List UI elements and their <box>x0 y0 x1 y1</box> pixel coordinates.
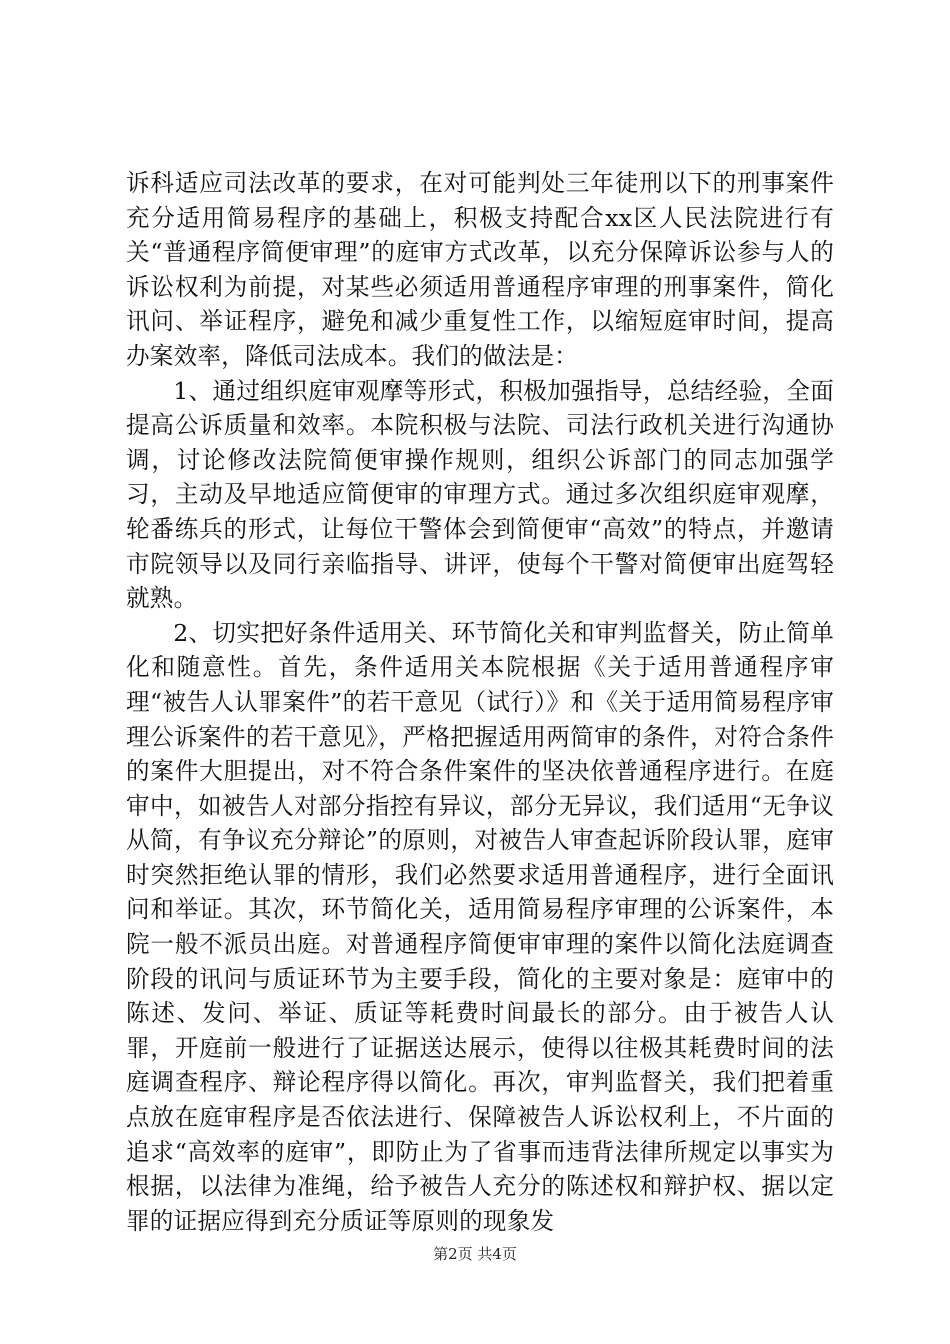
paragraph-intro: 诉科适应司法改革的要求，在对可能判处三年徒刑以下的刑事案件充分适用简易程序的基础上，积极支持配合xx区人民法院进行有关“普通程序简便审理”的庭审方式改革，以充分保障诉讼参与人的诉讼权利为前提，对某些必须适用普通程序审理的刑事案件，简化讯问、举证程序，避免和减少重复性工作，以缩短庭审时间，提高办案效率，降低司法成本。我们的做法是： <box>126 169 834 370</box>
paragraph-point-1: 1、通过组织庭审观摩等形式，积极加强指导，总结经验，全面提高公诉质量和效率。本院积极与法院、司法行政机关进行沟通协调，讨论修改法院简便审操作规则，组织公诉部门的同志加强学习，主动及早地适应简便审的审理方式。通过多次组织庭审观摩，轮番练兵的形式，让每位干警体会到简便审“高效”的特点，并邀请市院领导以及同行亲临指导、讲评，使每个干警对简便审出庭驾轻就熟。 <box>126 376 834 613</box>
paragraph-point-2: 2、切实把好条件适用关、环节简化关和审判监督关，防止简单化和随意性。首先，条件适用关本院根据《关于适用普通程序审理“被告人认罪案件”的若干意见（试行）》和《关于适用简易程序审理公诉案件的若干意见》，严格把握适用两简审的条件，对符合条件的案件大胆提出，对不符合条件案件的坚决依普通程序进行。在庭审中，如被告人对部分指控有异议，部分无异议，我们适用“无争议从简，有争议充分辩论”的原则，对被告人审查起诉阶段认罪，庭审时突然拒绝认罪的情形，我们必然要求适用普通程序，进行全面讯问和举证。其次，环节简化关，适用简易程序审理的公诉案件，本院一般不派员出庭。对普通程序简便审审理的案件以简化法庭调查阶段的讯问与质证环节为主要手段，简化的主要对象是：庭审中的陈述、发问、举证、质证等耗费时间最长的部分。由于被告人认罪，开庭前一般进行了证据送达展示，使得以往极其耗费时间的法庭调查程序、辩论程序得以简化。再次，审判监督关，我们把着重点放在庭审程序是否依法进行、保障被告人诉讼权利上，不片面的追求“高效率的庭审”，即防止为了省事而违背法律所规定以事实为根据，以法律为准绳，给予被告人充分的陈述权和辩护权、据以定罪的证据应得到充分质证等原则的现象发 <box>126 618 834 1235</box>
document-body <box>126 166 834 1238</box>
page-number-footer: 第2页 共4页 <box>433 1245 517 1263</box>
